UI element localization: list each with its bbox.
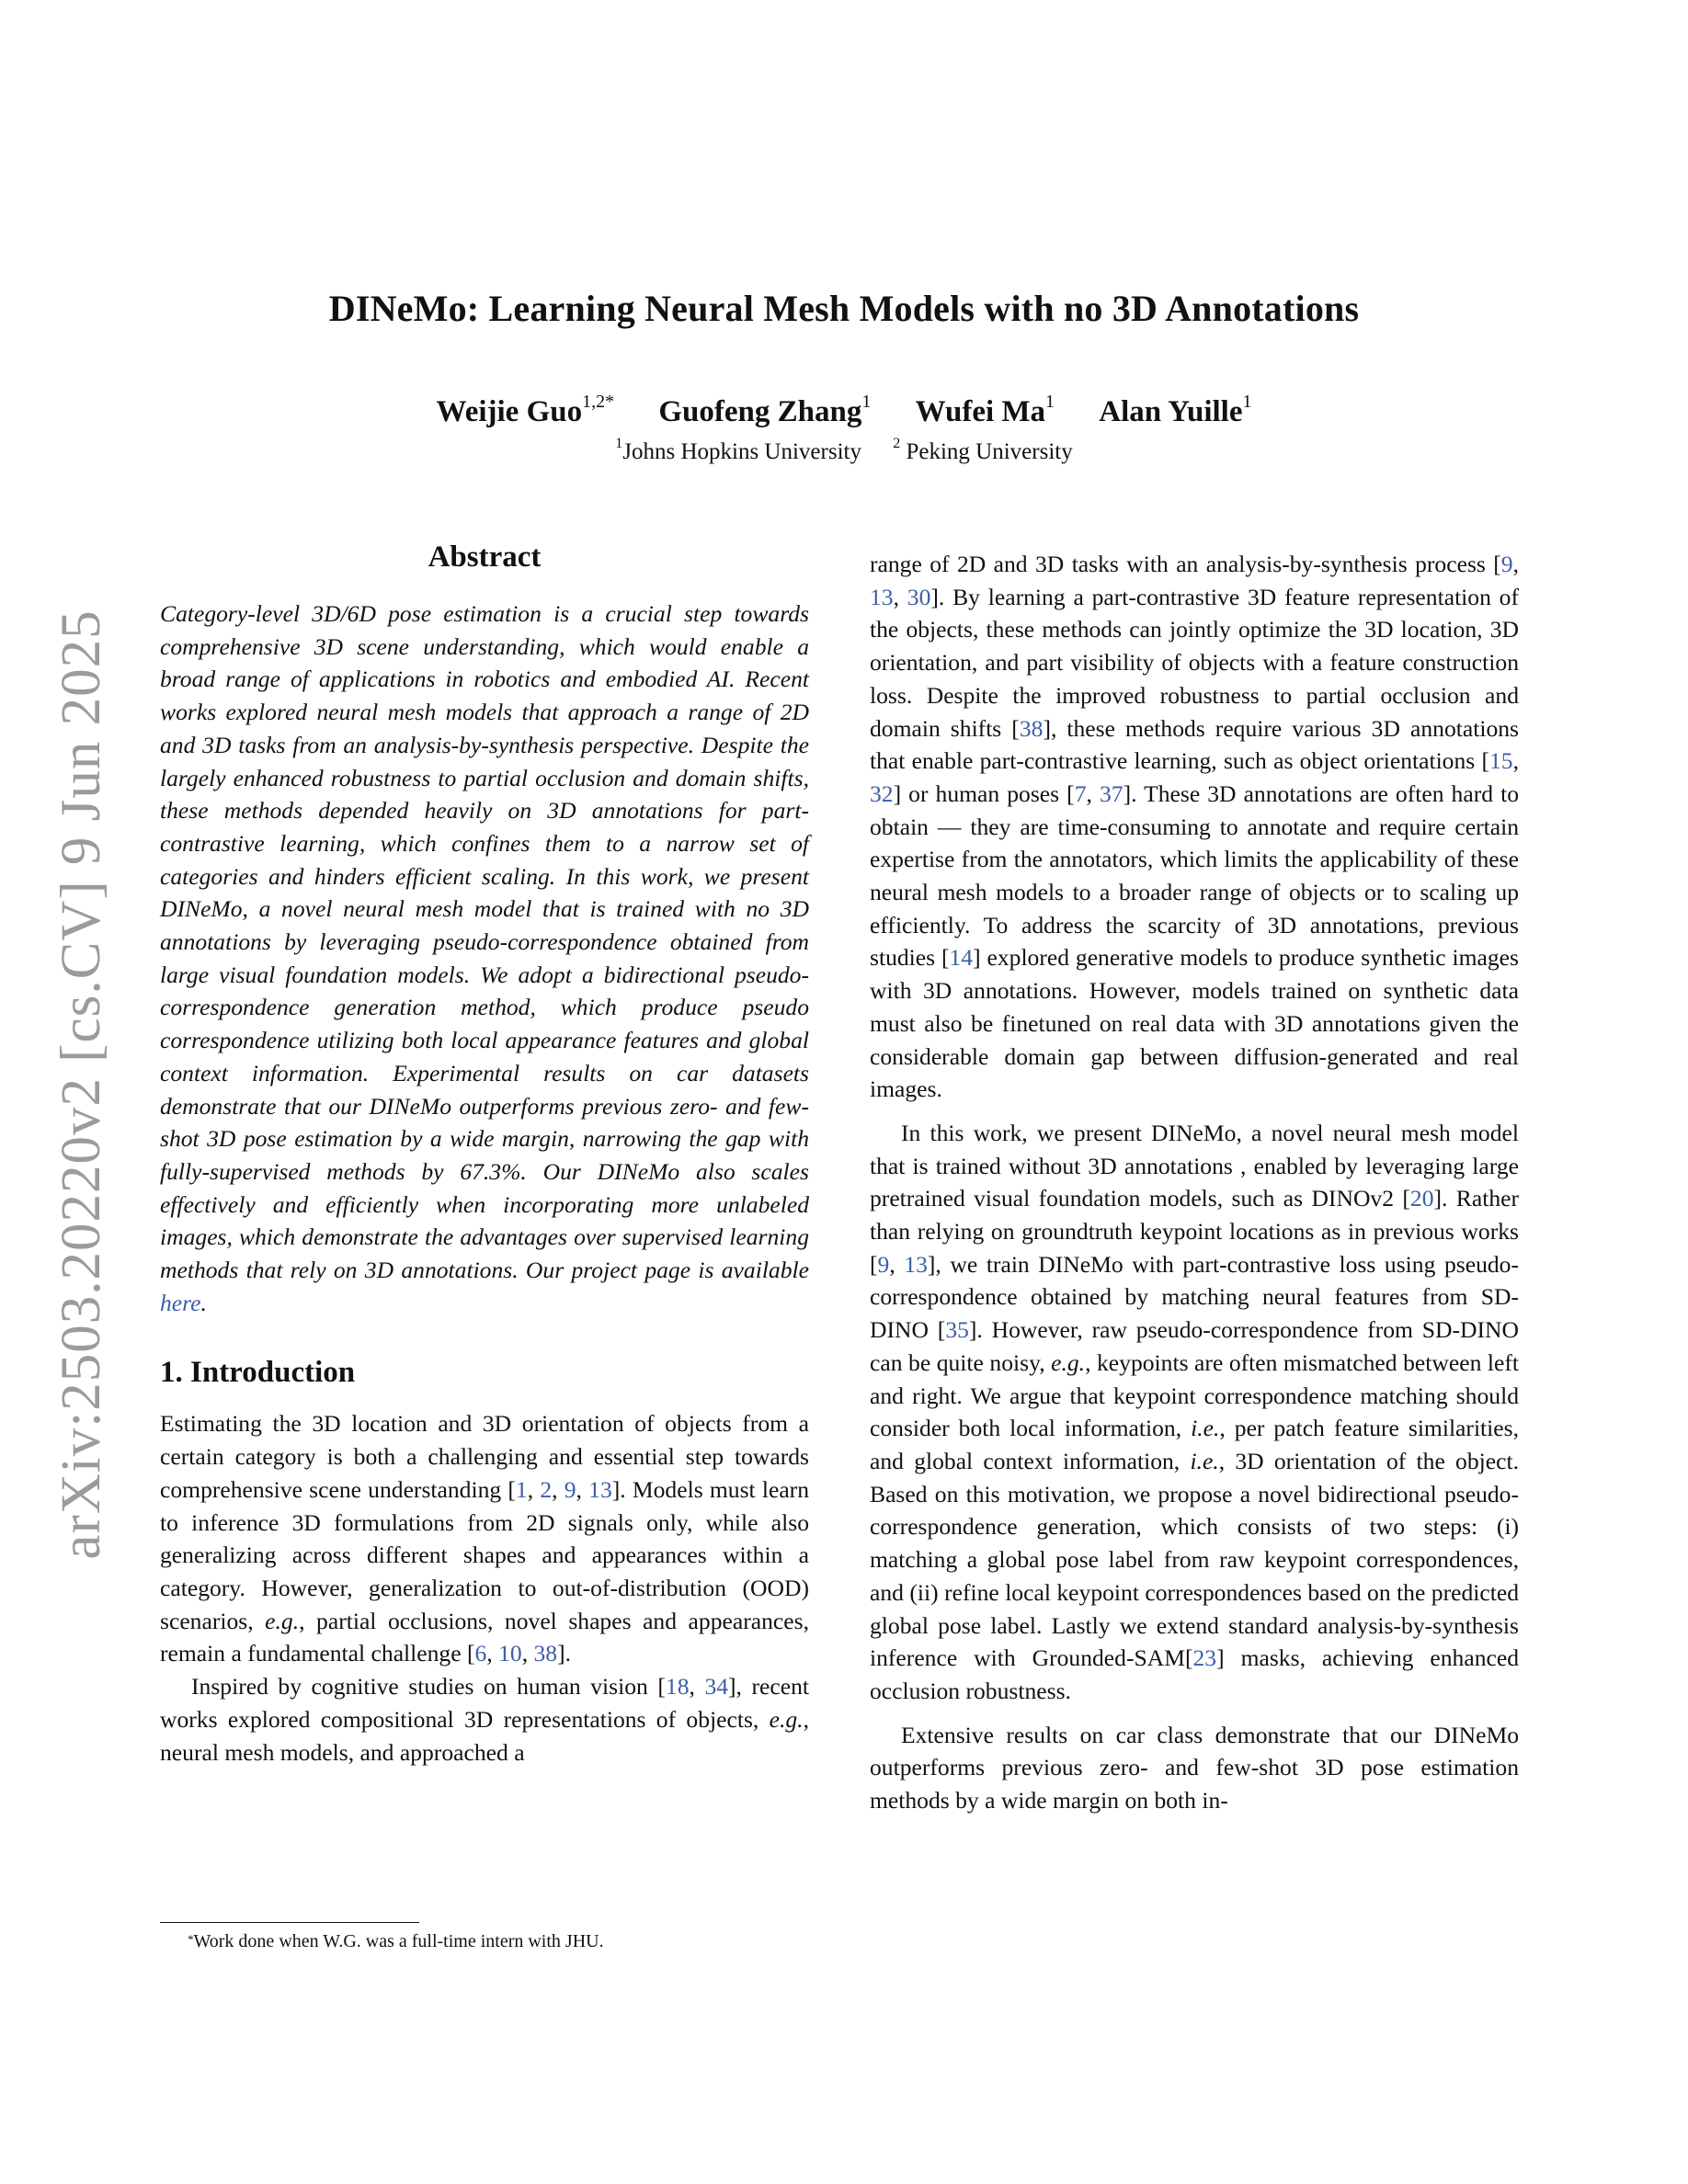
- right-column: [870, 548, 1519, 1817]
- text-run: ,: [521, 1640, 534, 1667]
- citation-link[interactable]: 9: [1500, 551, 1513, 577]
- citation-link[interactable]: 7: [1074, 779, 1087, 807]
- citation-link[interactable]: 2: [540, 1475, 553, 1503]
- text-run: ]. Rather than relying on groundtruth keypoint locations as in previous works [: [870, 1185, 1519, 1278]
- author-name: Weijie Guo: [436, 395, 583, 428]
- author-affil-mark: 1: [1242, 392, 1252, 412]
- abstract-heading: Abstract: [428, 540, 542, 574]
- author: [658, 392, 872, 428]
- citation-link[interactable]: 13: [588, 1475, 612, 1503]
- citation-link[interactable]: 13: [904, 1250, 928, 1278]
- citation-link[interactable]: 9: [564, 1475, 576, 1503]
- affiliation-name: Johns Hopkins University: [622, 439, 861, 464]
- author-name: Guofeng Zhang: [658, 395, 862, 428]
- project-page-link[interactable]: here: [160, 1289, 201, 1316]
- text-run: ] explored generative models to produce synthetic images with 3D annotations. However, models trained on synthetic data must also be finetuned on real data with 3D annotations given the considerable domain gap between diffusion-generated and real images.: [870, 944, 1519, 1103]
- text-run: ,: [1086, 779, 1100, 807]
- citation-link[interactable]: 38: [533, 1640, 558, 1667]
- body-paragraph: [870, 548, 1519, 1106]
- text-run: ,: [486, 1640, 499, 1667]
- text-run: e.g.: [769, 1705, 804, 1733]
- arxiv-id-text: arXiv:2503.20220v2 [cs.CV] 9 Jun 2025: [51, 609, 112, 1560]
- citation-link[interactable]: 37: [1099, 779, 1123, 807]
- body-paragraph: [870, 1117, 1519, 1708]
- citation-link[interactable]: 34: [704, 1673, 729, 1701]
- text-run: ]. These 3D annotations are often hard to obtain — they are time-consuming to annotate and require certain expertise from the annotators, which limits the applicability of these neural mesh models to a broader range of objects or to scaling up efficiently. To address the scarcity of 3D annotations, previous studies [: [870, 779, 1519, 972]
- text-run: ,: [889, 1250, 905, 1278]
- body-paragraph: Extensive results on car class demonstrate that our DINeMo outperforms previous zero- and few-shot 3D pose estimation methods by a wide margin on both in-: [870, 1721, 1519, 1814]
- affiliation: [615, 436, 861, 464]
- footnote: [188, 1929, 604, 1953]
- text-run: ]. By learning a part-contrastive 3D feature representation of the objects, these methods can jointly optimize the 3D location, 3D orientation, and part visibility of objects with a feature construction loss. Despite the improved robustness to partial occlusion and domain shifts [: [870, 583, 1519, 742]
- text-run: Inspired by cognitive studies on human vision [: [191, 1673, 666, 1701]
- text-run: ] or human poses [: [893, 779, 1075, 807]
- abstract-body: [160, 597, 809, 1319]
- text-run: ,: [527, 1475, 541, 1503]
- footnote-rule: [160, 1922, 419, 1923]
- text-run: ,: [1512, 551, 1519, 577]
- citation-link[interactable]: 14: [949, 944, 974, 972]
- text-run: i.e.: [1191, 1415, 1220, 1442]
- text-run: , keypoints are often mismatched between left and right. We argue that keypoint correspondence matching should consider both local information,: [870, 1348, 1520, 1442]
- section-heading-introduction: 1. Introduction: [160, 1356, 356, 1390]
- text-run: range of 2D and 3D tasks with an analysis-by-synthesis process [: [870, 551, 1501, 577]
- citation-link[interactable]: 15: [1489, 747, 1513, 775]
- footnote-mark: *: [188, 1932, 194, 1946]
- text-run: , neural mesh models, and approached a: [160, 1705, 809, 1766]
- text-run: ] masks, achieving enhanced occlusion robustness.: [870, 1644, 1520, 1704]
- text-run: e.g.: [1051, 1348, 1086, 1376]
- affiliation-list: [0, 436, 1688, 465]
- abstract-end: .: [200, 1289, 207, 1316]
- citation-link[interactable]: 23: [1192, 1644, 1217, 1672]
- author: [1099, 392, 1252, 428]
- text-run: ], we train DINeMo with part-contrastive loss using pseudo-correspondence obtained by matching neural features from SD-DINO [: [870, 1250, 1519, 1344]
- paper-title: DINeMo: Learning Neural Mesh Models with no 3D Annotations: [328, 288, 1360, 329]
- text-run: ]. However, raw pseudo-correspondence from SD-DINO can be quite noisy,: [870, 1316, 1519, 1376]
- author-affil-mark: 1,2*: [582, 392, 615, 412]
- author-list: [0, 392, 1688, 429]
- text-run: , per patch feature similarities, and global context information,: [870, 1415, 1519, 1474]
- text-run: ,: [576, 1475, 589, 1503]
- citation-link[interactable]: 20: [1409, 1185, 1434, 1212]
- affiliation: [893, 436, 1073, 464]
- affiliation-mark: 2: [893, 436, 901, 451]
- abstract-text: Category-level 3D/6D pose estimation is a crucial step towards comprehensive 3D scene understanding, which would enable a broad range of applications in robotics and embodied AI. Recent works explored neural mesh models that approach a range of 2D and 3D tasks from an analysis-by-synthesis perspective. Despite the largely enhanced robustness to partial occlusion and domain shifts, these methods depended heavily on 3D annotations for part-contrastive learning, which confines them to a narrow set of categories and hinders efficient scaling. In this work, we present DINeMo, a novel neural mesh model that is trained with no 3D annotations by leveraging pseudo-correspondence obtained from large visual foundation models. We adopt a bidirectional pseudo-correspondence generation method, which produce pseudo correspondence utilizing both local appearance features and global context information. Experimental results on car datasets demonstrate that our DINeMo outperforms previous zero- and few-shot 3D pose estimation by a wide margin, narrowing the gap with fully-supervised methods by 67.3%. Our DINeMo also scales effectively and efficiently when incorporating more unlabeled images, which demonstrate the advantages over supervised learning methods that rely on 3D annotations. Our project page is available: [160, 600, 809, 1284]
- citation-link[interactable]: 35: [945, 1316, 969, 1344]
- text-run: ,: [552, 1475, 565, 1503]
- citation-link[interactable]: 9: [877, 1250, 890, 1278]
- author-name: Wufei Ma: [915, 395, 1046, 428]
- text-run: e.g.: [265, 1607, 300, 1634]
- text-run: ]. Models must learn to inference 3D formulations from 2D signals only, while also generalizing across different shapes and appearances within a category. However, generalization to out-of-distribution (OOD) scenarios,: [160, 1475, 809, 1634]
- text-run: ,: [689, 1673, 705, 1701]
- affiliation-mark: 1: [615, 436, 623, 451]
- author-affil-mark: 1: [1045, 392, 1055, 412]
- intro-paragraph-1: [160, 1407, 809, 1670]
- citation-link[interactable]: 32: [870, 779, 894, 807]
- author: [915, 392, 1055, 428]
- text-run: , partial occlusions, novel shapes and appearances, remain a fundamental challenge [: [160, 1607, 809, 1667]
- text-run: ], recent works explored compositional 3D representations of objects,: [160, 1673, 809, 1733]
- text-run: ,: [1512, 747, 1519, 775]
- text-run: Estimating the 3D location and 3D orientation of objects from a certain category is both a challenging and essential step towards comprehensive scene understanding [: [160, 1410, 809, 1503]
- citation-link[interactable]: 10: [498, 1640, 522, 1667]
- text-run: i.e.: [1190, 1447, 1219, 1474]
- footnote-text: Work done when W.G. was a full-time intern with JHU.: [193, 1931, 604, 1951]
- text-run: ].: [557, 1640, 572, 1667]
- affiliation-name: Peking University: [906, 439, 1073, 464]
- author-name: Alan Yuille: [1099, 395, 1243, 428]
- text-run: In this work, we present DINeMo, a novel neural mesh model that is trained without 3D annotations , enabled by leveraging large pretrained visual foundation models, such as DINOv2 [: [870, 1119, 1519, 1212]
- citation-link[interactable]: 13: [870, 583, 894, 610]
- left-column: [160, 537, 809, 1769]
- text-run: , 3D orientation of the object. Based on this motivation, we propose a novel bidirectional pseudo-correspondence generation, which consists of two steps: (i) matching a global pose label from raw keypoint correspondences, and (ii) refine local keypoint correspondences based on the predicted global pose label. Lastly we extend standard analysis-by-synthesis inference with Grounded-SAM[: [870, 1447, 1519, 1672]
- citation-link[interactable]: 18: [665, 1673, 690, 1701]
- text-run: ], these methods require various 3D annotations that enable part-contrastive learning, such as object orientations [: [870, 714, 1519, 775]
- citation-link[interactable]: 6: [474, 1640, 487, 1667]
- intro-paragraph-2: [160, 1670, 809, 1769]
- citation-link[interactable]: 1: [515, 1475, 528, 1503]
- citation-link[interactable]: 30: [907, 583, 931, 610]
- text-run: ,: [893, 583, 907, 610]
- author-affil-mark: 1: [861, 392, 872, 412]
- citation-link[interactable]: 38: [1019, 714, 1044, 742]
- author: [436, 392, 615, 428]
- arxiv-watermark: [50, 609, 114, 1560]
